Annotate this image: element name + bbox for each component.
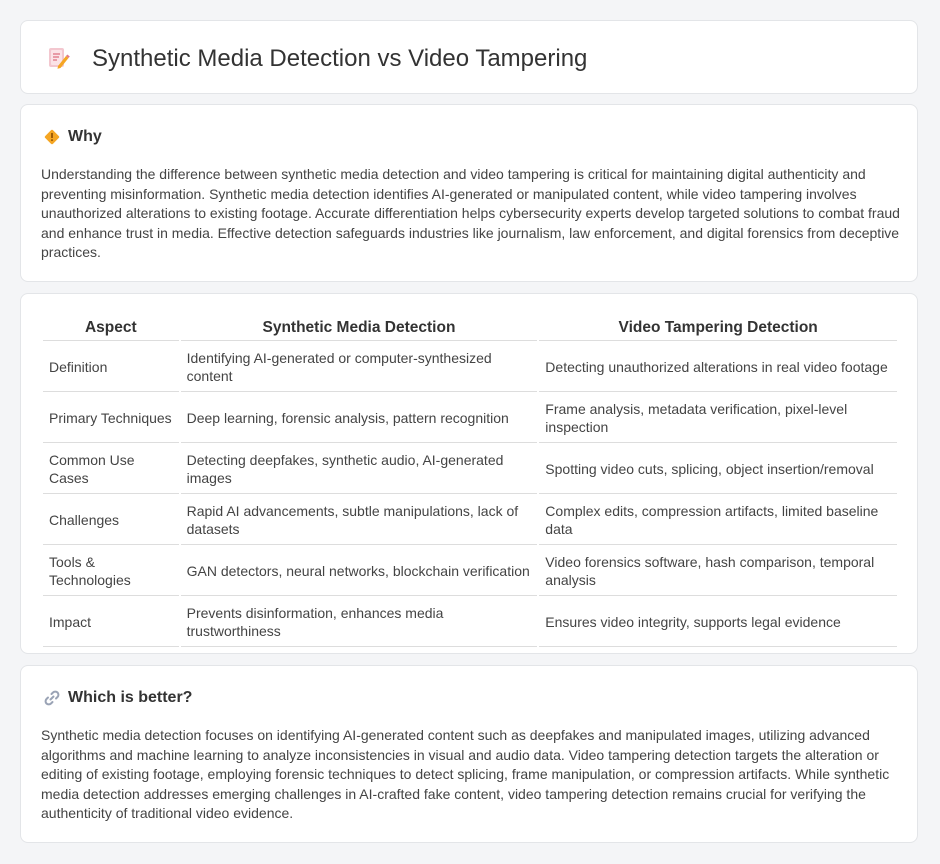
- table-cell-aspect: Impact: [43, 598, 179, 647]
- header-card: [20, 20, 918, 94]
- table-row: [43, 547, 897, 596]
- which-is-better-section: [20, 665, 918, 843]
- better-heading: Which is better?: [68, 689, 193, 706]
- table-cell-aspect: Common Use Cases: [43, 445, 179, 494]
- table-cell-synthetic: Identifying AI-generated or computer-synthesized content: [181, 343, 538, 392]
- page-title: Synthetic Media Detection vs Video Tampering: [92, 45, 588, 72]
- table-cell-tampering: Video forensics software, hash comparison, temporal analysis: [539, 547, 897, 596]
- table-cell-synthetic: Deep learning, forensic analysis, pattern recognition: [181, 394, 538, 443]
- table-header-row: [43, 316, 897, 341]
- better-text: Synthetic media detection focuses on identifying AI-generated content such as deepfakes and manipulated images, utilizing advanced algorithms and machine learning to analyze inconsistencies in visual and audio data. Video tampering detection targets the alteration or editing of existing footage, employing forensic techniques to detect splicing, frame manipulation, or compression artifacts. While synthetic media detection addresses emerging challenges in AI-crafted fake content, video tampering detection remains crucial for verifying the authenticity of traditional video evidence.: [41, 727, 890, 822]
- table-cell-aspect: Challenges: [43, 496, 179, 545]
- link-icon: [43, 689, 61, 707]
- table-row: [43, 394, 897, 443]
- table-cell-synthetic: Rapid AI advancements, subtle manipulations, lack of datasets: [181, 496, 538, 545]
- table-cell-tampering: Frame analysis, metadata verification, pixel-level inspection: [539, 394, 897, 443]
- why-heading-row: [43, 127, 102, 147]
- table-cell-tampering: Detecting unauthorized alterations in real video footage: [539, 343, 897, 392]
- table-cell-tampering: Ensures video integrity, supports legal evidence: [539, 598, 897, 647]
- table-row: [43, 343, 897, 392]
- table-row: [43, 598, 897, 647]
- diamond-warning-icon: [43, 128, 61, 146]
- why-heading: Why: [68, 128, 102, 145]
- table-row: [43, 496, 897, 545]
- table-cell-aspect: Tools & Technologies: [43, 547, 179, 596]
- column-header-synthetic: Synthetic Media Detection: [181, 316, 538, 341]
- table-cell-aspect: Primary Techniques: [43, 394, 179, 443]
- table-cell-synthetic: GAN detectors, neural networks, blockchain verification: [181, 547, 538, 596]
- column-header-tampering: Video Tampering Detection: [539, 316, 897, 341]
- comparison-table: [41, 314, 899, 649]
- why-text: Understanding the difference between synthetic media detection and video tampering is critical for maintaining digital authenticity and preventing misinformation. Synthetic media detection identifies AI-generated or manipulated content, while video tampering involves unauthorized alterations to existing footage. Accurate differentiation helps cybersecurity experts develop targeted solutions to combat fraud and enhance trust in media. Effective detection safeguards industries like journalism, law enforcement, and digital forensics from deceptive practices.: [41, 166, 900, 261]
- table-cell-aspect: Definition: [43, 343, 179, 392]
- table-cell-synthetic: Detecting deepfakes, synthetic audio, AI-generated images: [181, 445, 538, 494]
- column-header-aspect: Aspect: [43, 316, 179, 341]
- table-cell-tampering: Spotting video cuts, splicing, object insertion/removal: [539, 445, 897, 494]
- better-heading-row: [43, 688, 192, 708]
- why-section: [20, 104, 918, 282]
- table-row: [43, 445, 897, 494]
- document-edit-icon: [45, 45, 71, 71]
- comparison-section: [20, 293, 918, 654]
- table-cell-tampering: Complex edits, compression artifacts, limited baseline data: [539, 496, 897, 545]
- table-cell-synthetic: Prevents disinformation, enhances media trustworthiness: [181, 598, 538, 647]
